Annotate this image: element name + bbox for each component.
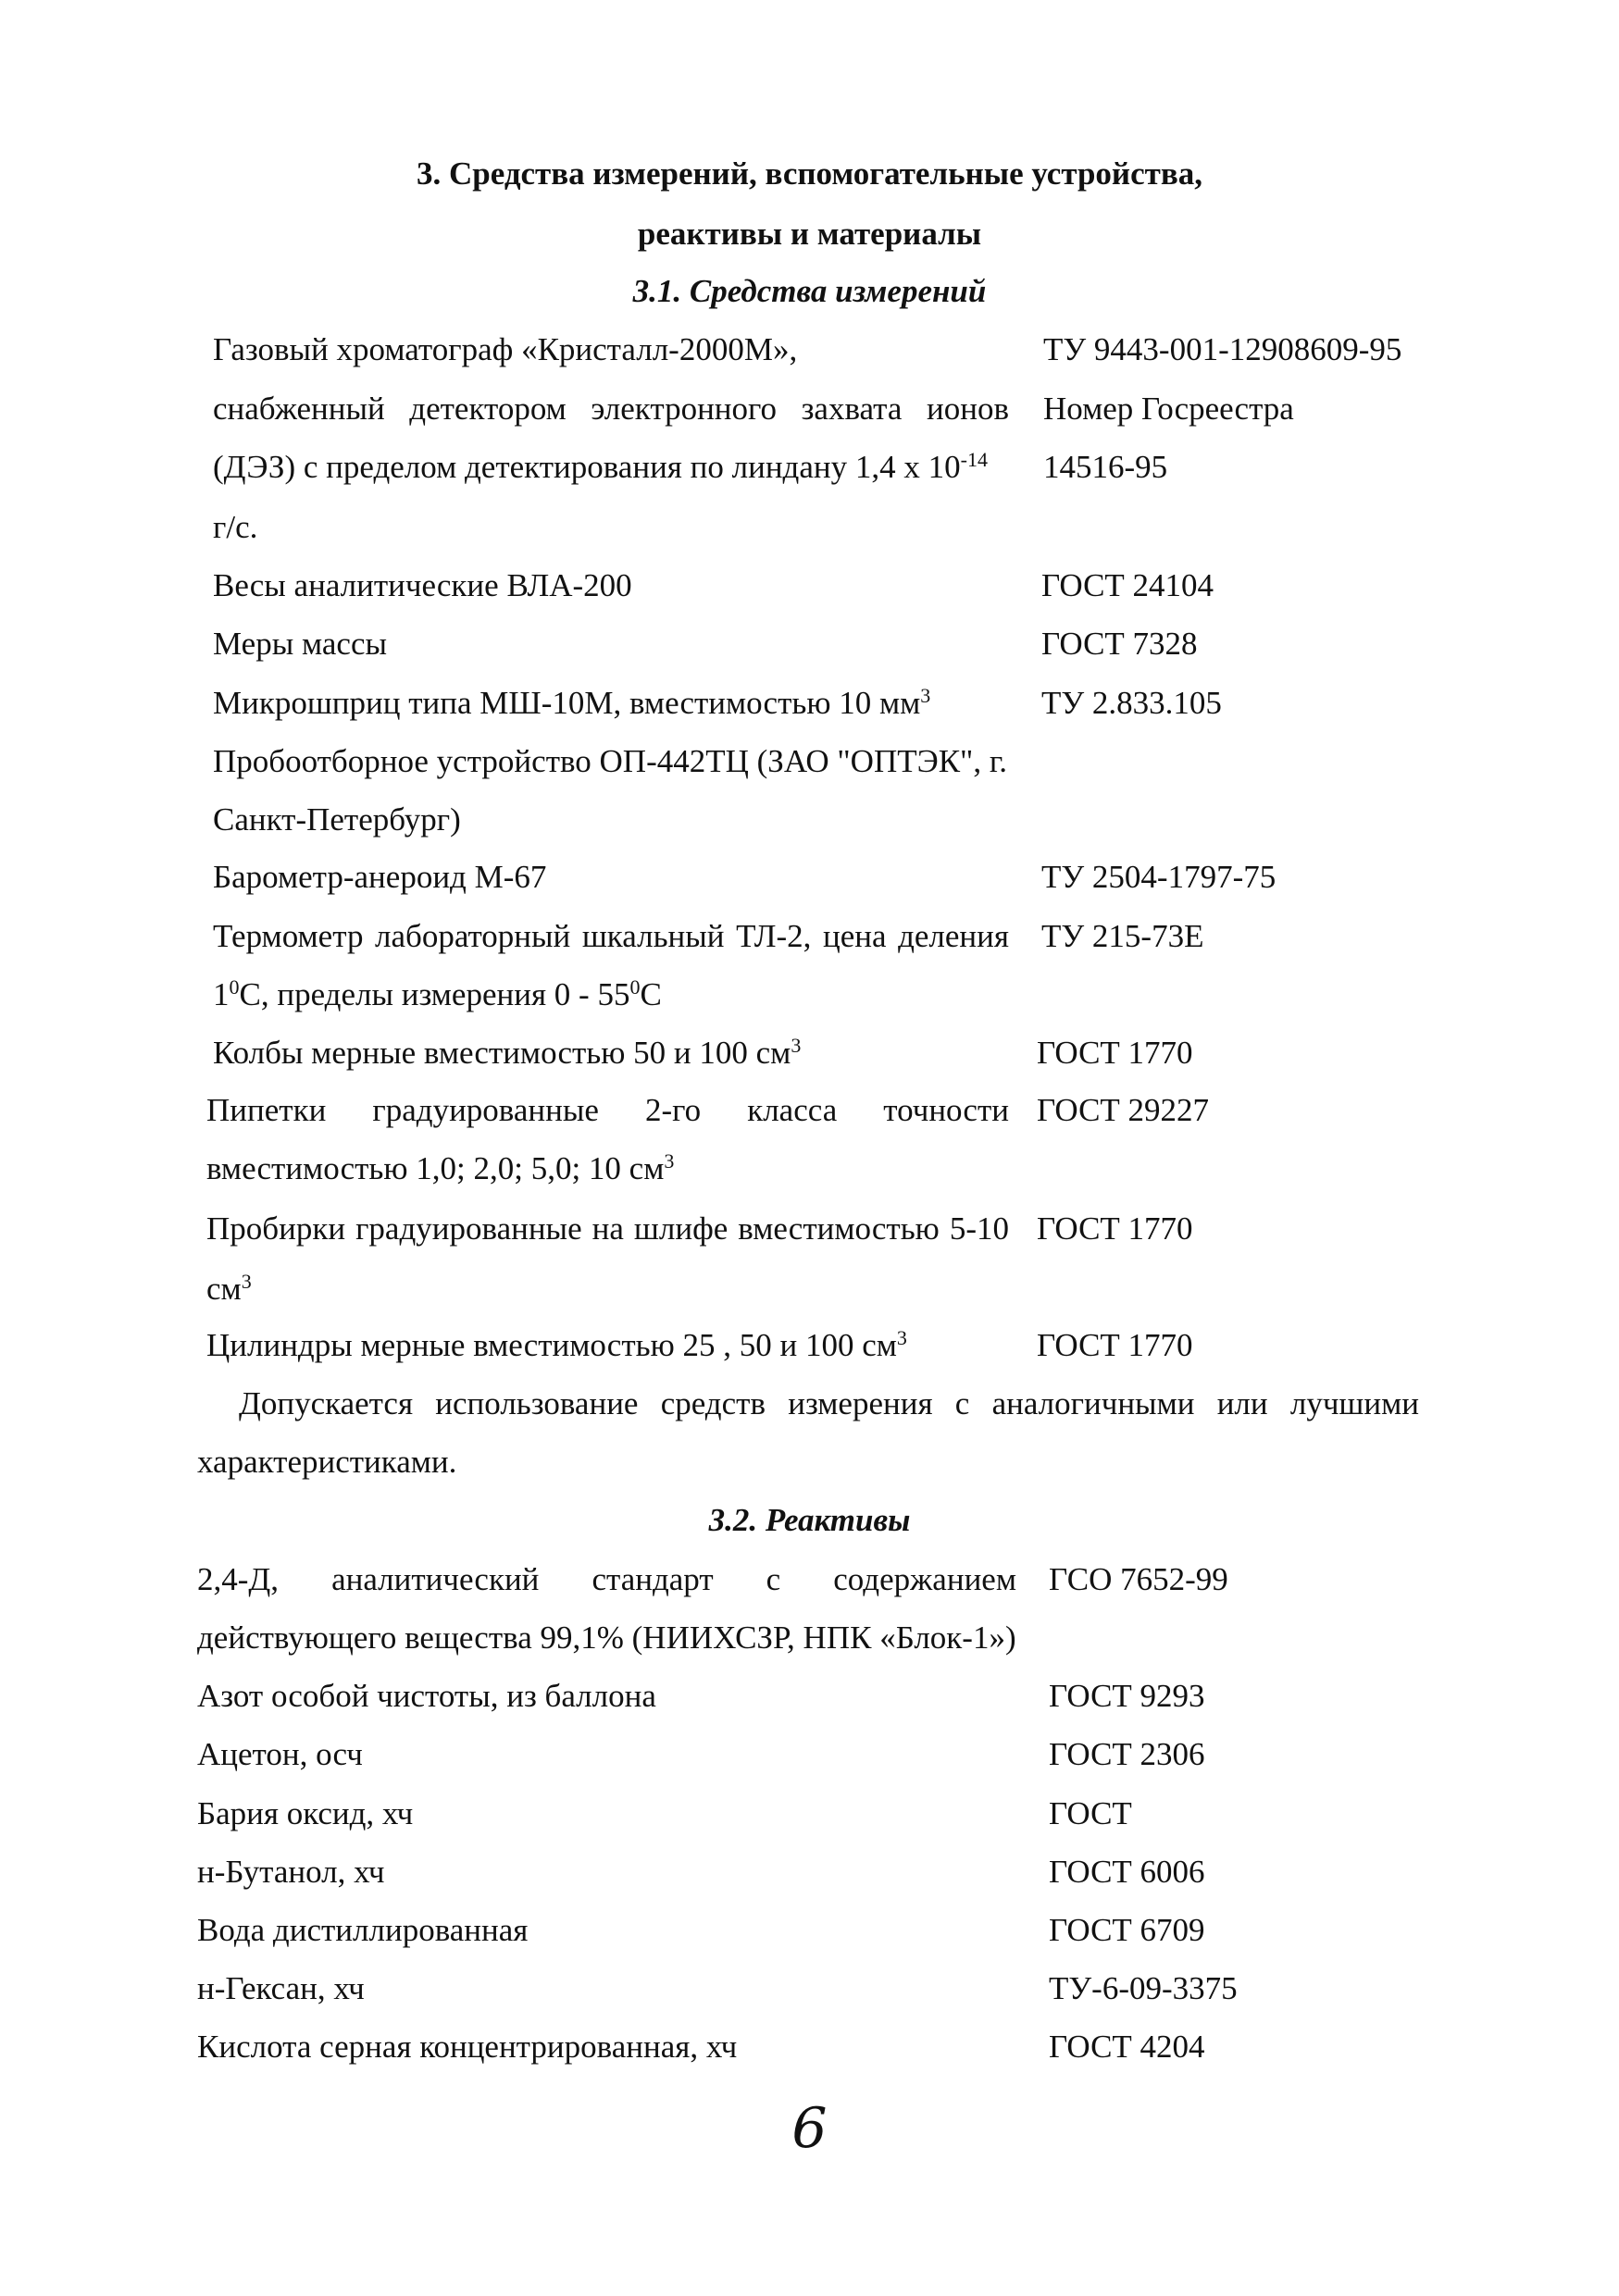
item-code: ГОСТ 24104 [1041,567,1214,603]
item-text: Пипетки градуированные 2-го класса точности [206,1092,1009,1128]
item-text: Весы аналитические ВЛА-200 [213,567,632,603]
item-code: ГОСТ 2306 [1049,1736,1205,1772]
item-code: ГОСТ 1770 [1037,1210,1193,1247]
item-code: 14516-95 [1043,449,1168,485]
item-code: Номер Госреестра [1043,391,1294,427]
subsection-heading-instruments: 3.1. Средства измерений [632,273,987,309]
item-code: ГОСТ 9293 [1049,1678,1205,1714]
item-text: Меры массы [213,626,387,662]
item-text: Цилиндры мерные вместимостью 25 , 50 и 100 $см^3$ [206,1326,907,1363]
item-code: ТУ 215-73Е [1041,918,1204,954]
item-text: н-Бутанол, хч [197,1854,385,1890]
item-text: Бария оксид, хч [197,1795,414,1831]
subsection-heading-reagents: 3.2. Реактивы [708,1502,911,1538]
page-number: 6 [791,2096,828,2161]
item-code: ГОСТ 29227 [1037,1092,1210,1128]
item-code: ТУ 9443-001-12908609-95 [1043,331,1402,367]
item-text: Микрошприц типа МШ-10М, вместимостью 10 $мм^3$ [213,684,931,721]
note-paragraph-end: характеристиками. [197,1444,457,1480]
item-code: ГОСТ 6709 [1049,1912,1205,1948]
item-text: Барометр-анероид М-67 [213,859,547,895]
item-text: Термометр лабораторный шкальный ТЛ-2, цена деления [213,918,1009,954]
item-text: н-Гексан, хч [197,1970,365,2006]
item-text: Санкт-Петербург) [213,801,461,838]
item-text: 2,4-Д, аналитический стандарт с содержанием [197,1561,1016,1597]
section-title-line-2: реактивы и материалы [637,216,982,252]
item-text: Азот особой чистоты, из баллона [197,1678,656,1714]
item-text: $1^0С$, пределы измерения $0 - 55^0С$ [213,975,662,1012]
item-text: Вода дистиллированная [197,1912,529,1948]
item-text: Кислота серная концентрированная, хч [197,2029,738,2065]
item-code: ГОСТ 1770 [1037,1327,1193,1363]
item-text: Пробирки градуированные на шлифе вместимостью 5-10 [206,1210,1009,1247]
section-title-line-1: 3. Средства измерений, вспомогательные устройства, [417,155,1202,192]
item-code: ГОСТ 4204 [1049,2029,1205,2065]
item-text: $см^3$ [206,1270,252,1307]
item-text: действующего вещества 99,1% (НИИХСЗР, НПК «Блок-1») [197,1620,1016,1656]
item-code: ГСО 7652-99 [1049,1561,1228,1597]
item-code: ГОСТ 1770 [1037,1035,1193,1071]
note-paragraph: Допускается использование средств измерения с аналогичными или лучшими [239,1385,1419,1421]
item-text: Пробоотборное устройство ОП-442ТЦ (ЗАО "ОПТЭК", г. [213,743,1007,779]
item-text: Колбы мерные вместимостью 50 и 100 $см^3$ [213,1034,802,1071]
item-text: г/с. [213,509,258,545]
item-text: снабженный детектором электронного захвата ионов [213,391,1009,427]
item-text: Ацетон, осч [197,1736,363,1772]
item-text: (ДЭЗ) с пределом детектирования по линдану 1,4 x $10^{-14}$ [213,448,988,485]
item-code: ТУ-6-09-3375 [1049,1970,1238,2006]
item-code: ТУ 2504-1797-75 [1041,859,1277,895]
item-code: ГОСТ 7328 [1041,626,1198,662]
item-code: ГОСТ 6006 [1049,1854,1205,1890]
item-text: вместимостью 1,0; 2,0; 5,0; 10 $см^3$ [206,1149,675,1186]
item-code: ГОСТ [1049,1795,1132,1831]
item-text: Газовый хроматограф «Кристалл-2000М», [213,331,798,367]
item-code: ТУ 2.833.105 [1041,685,1222,721]
